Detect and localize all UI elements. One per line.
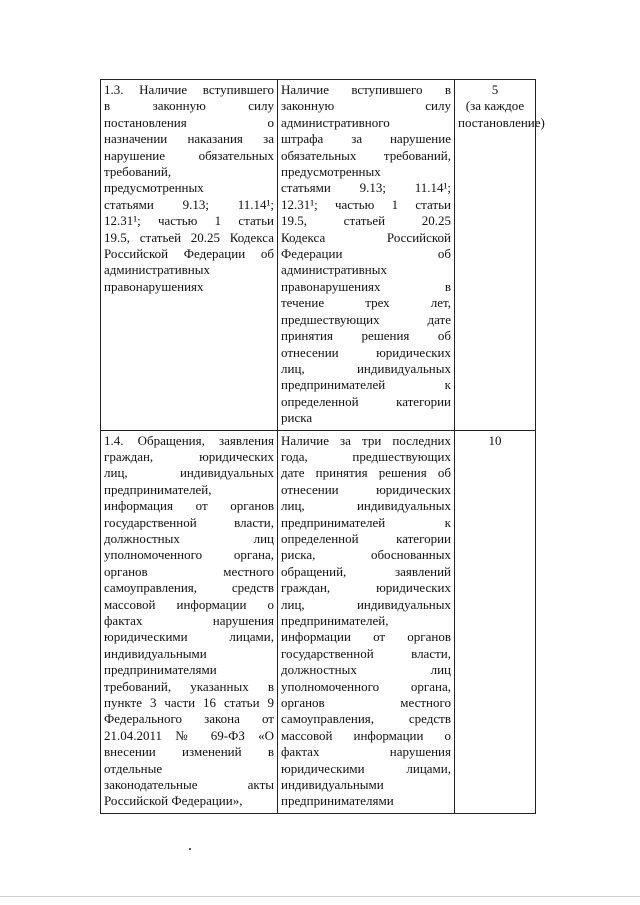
text-line: Наличие вступившего в: [281, 82, 451, 97]
text-line: предпринимателей к: [281, 514, 451, 530]
text-line: определенной категории: [281, 393, 451, 409]
text-line: массовой информации о: [104, 596, 274, 612]
text-line: отдельные: [104, 760, 163, 776]
table-row-1-4: [101, 430, 536, 813]
text-line: 21.04.2011 № 69-ФЗ «О: [104, 727, 274, 743]
text-line: правонарушениях: [104, 278, 204, 294]
text-line: постановление): [458, 114, 545, 130]
text-line: органов местного: [281, 695, 451, 711]
text-line: требований, указанных в: [104, 678, 274, 694]
text-line: информация от органов: [104, 498, 274, 514]
text-line: индивидуальными: [281, 777, 384, 793]
text-line: 1.4. Обращения, заявления: [104, 432, 274, 448]
text-line: лиц, индивидуальных: [281, 360, 451, 376]
text-line: юридическими лицами,: [104, 629, 274, 645]
row-1-4-points-text: [458, 433, 532, 449]
text-line: отнесении юридических: [281, 481, 451, 497]
row-1-4-condition-cell: [278, 430, 455, 813]
text-line: лиц, индивидуальных: [281, 596, 451, 612]
text-line: дате принятия решения об: [281, 465, 451, 481]
table-row-1-3: [101, 80, 536, 431]
text-line: индивидуальными: [104, 645, 207, 661]
text-line: административных: [104, 262, 210, 278]
text-line: Наличие за три последних: [281, 432, 451, 448]
text-line: самоуправления, средств: [104, 580, 274, 596]
text-line: предпринимателей,: [281, 613, 389, 628]
text-line: должностных лиц: [104, 530, 274, 546]
row-1-3-condition-cell: [278, 80, 455, 431]
text-line: законную силу: [281, 98, 451, 114]
text-line: внесении изменений в: [104, 744, 274, 760]
text-line: риска: [281, 410, 313, 426]
text-line: 12.31¹; частью 1 статьи: [104, 213, 274, 229]
row-1-3-criterion-text: [104, 82, 274, 295]
text-line: уполномоченного органа,: [104, 547, 274, 563]
text-line: отнесении юридических: [281, 344, 451, 360]
text-line: течение трех лет,: [281, 295, 451, 311]
text-line: 1.3. Наличие вступившего: [104, 82, 274, 97]
scan-speck: [189, 848, 191, 850]
text-line: 19.5, статьей 20.25: [281, 213, 451, 229]
text-line: массовой информации о: [281, 727, 451, 743]
text-line: граждан, юридических: [104, 448, 274, 464]
text-line: административных: [281, 262, 387, 278]
text-line: законодательные акты: [104, 777, 274, 793]
row-1-3-condition-text: [281, 82, 451, 427]
text-line: должностных лиц: [281, 662, 451, 678]
text-line: предпринимателями: [104, 662, 217, 678]
text-line: предпринимателями: [281, 793, 394, 809]
text-line: государственной власти,: [104, 514, 274, 530]
text-line: фактах нарушения: [281, 744, 451, 760]
text-line: предпринимателей к: [281, 377, 451, 393]
text-line: предпринимателей,: [104, 481, 212, 497]
text-line: определенной категории: [281, 530, 451, 546]
row-1-4-criterion-text: [104, 433, 274, 810]
text-line: предусмотренных: [104, 180, 204, 196]
text-line: административного: [281, 114, 390, 130]
text-line: лиц, индивидуальных: [281, 498, 451, 514]
text-line: требований,: [104, 164, 172, 180]
text-line: лиц, индивидуальных: [104, 465, 274, 481]
text-line: самоуправления, средств: [281, 711, 451, 727]
text-line: 10: [488, 432, 502, 448]
row-1-4-criterion-cell: [101, 430, 278, 813]
text-line: информации от органов: [281, 629, 451, 645]
text-line: в законную силу: [104, 98, 274, 114]
text-line: Кодекса Российской: [281, 229, 451, 245]
text-line: пункте 3 части 16 статьи 9: [104, 695, 274, 711]
text-line: Федерального закона от: [104, 711, 274, 727]
text-line: 19.5, статьей 20.25 Кодекса: [104, 229, 274, 245]
row-1-3-points-cell: [455, 80, 545, 431]
row-1-3-points-text: [458, 82, 545, 131]
text-line: предусмотренных: [281, 164, 381, 180]
text-line: обращений, заявлений: [281, 563, 451, 579]
text-line: правонарушениях в: [281, 278, 451, 294]
row-1-3-criterion-cell: [101, 80, 278, 431]
text-line: статьями 9.13; 11.14¹;: [104, 196, 274, 212]
text-line: года, предшествующих: [281, 448, 451, 464]
text-line: статьями 9.13; 11.14¹;: [281, 180, 451, 196]
text-line: Российской Федерации»,: [104, 793, 243, 809]
criteria-table: [100, 79, 545, 814]
text-line: риска, обоснованных: [281, 547, 451, 563]
row-1-4-points-cell: [455, 430, 536, 813]
text-line: граждан, юридических: [281, 580, 451, 596]
page-bottom-edge: [0, 896, 640, 897]
text-line: 5: [491, 82, 499, 97]
row-1-4-condition-text: [281, 433, 451, 810]
text-line: юридическими лицами,: [281, 760, 451, 776]
text-line: предшествующих дате: [281, 311, 451, 327]
text-line: штрафа за нарушение: [281, 131, 451, 147]
text-line: уполномоченного органа,: [281, 678, 451, 694]
text-line: государственной власти,: [281, 645, 451, 661]
text-line: Федерации об: [281, 246, 451, 262]
text-line: принятия решения об: [281, 328, 451, 344]
text-line: назначении наказания за: [104, 131, 274, 147]
text-line: фактах нарушения: [104, 613, 274, 628]
text-line: постановления о: [104, 114, 274, 130]
text-line: нарушение обязательных: [104, 147, 274, 163]
text-line: обязательных требований,: [281, 147, 451, 163]
text-line: 12.31¹; частью 1 статьи: [281, 196, 451, 212]
text-line: органов местного: [104, 563, 274, 579]
text-line: (за каждое: [465, 98, 525, 114]
text-line: Российской Федерации об: [104, 246, 274, 262]
